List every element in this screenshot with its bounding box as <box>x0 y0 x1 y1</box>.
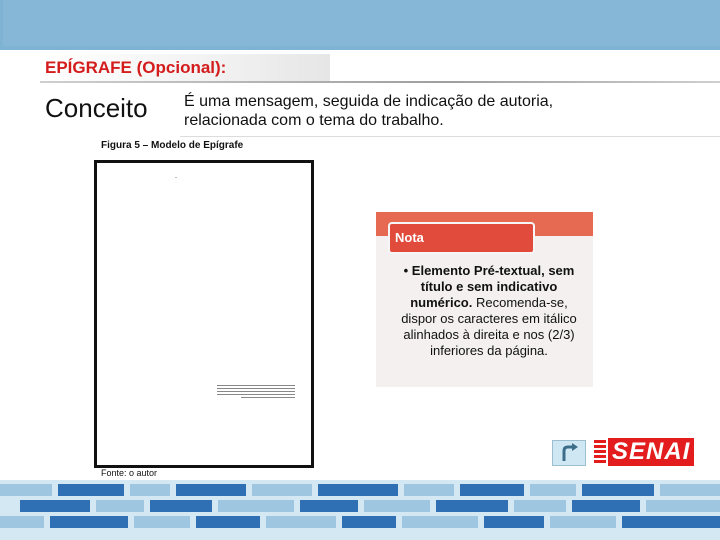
return-button[interactable] <box>552 440 586 466</box>
note-bold-text: • Elemento Pré-textual, sem título e sem indicativo numérico. <box>403 263 575 310</box>
concept-label: Conceito <box>45 93 148 123</box>
note-text: Recomenda-se, dispor os caracteres em itálico alinhados à direita e nos (2/3) inferiores da página. <box>401 295 577 358</box>
top-banner <box>0 0 720 50</box>
epigraph-model-page <box>94 160 314 468</box>
divider <box>180 136 720 137</box>
figure-source: Fonte: o autor <box>101 468 158 478</box>
epigraph-sample-text <box>217 383 295 398</box>
definition-text: É uma mensagem, seguida de indicação de autoria, relacionada com o tema do trabalho. <box>184 93 554 129</box>
senai-logo <box>594 438 700 466</box>
return-arrow-icon <box>558 443 580 463</box>
bottom-pattern <box>0 480 720 540</box>
page-title: EPÍGRAFE (Opcional): <box>45 58 227 77</box>
figure-caption: Figura 5 – Modelo de Epígrafe <box>101 140 244 151</box>
note-heading: Nota <box>388 222 535 254</box>
note-body <box>396 263 582 359</box>
logo-text: SENAI <box>608 438 694 466</box>
